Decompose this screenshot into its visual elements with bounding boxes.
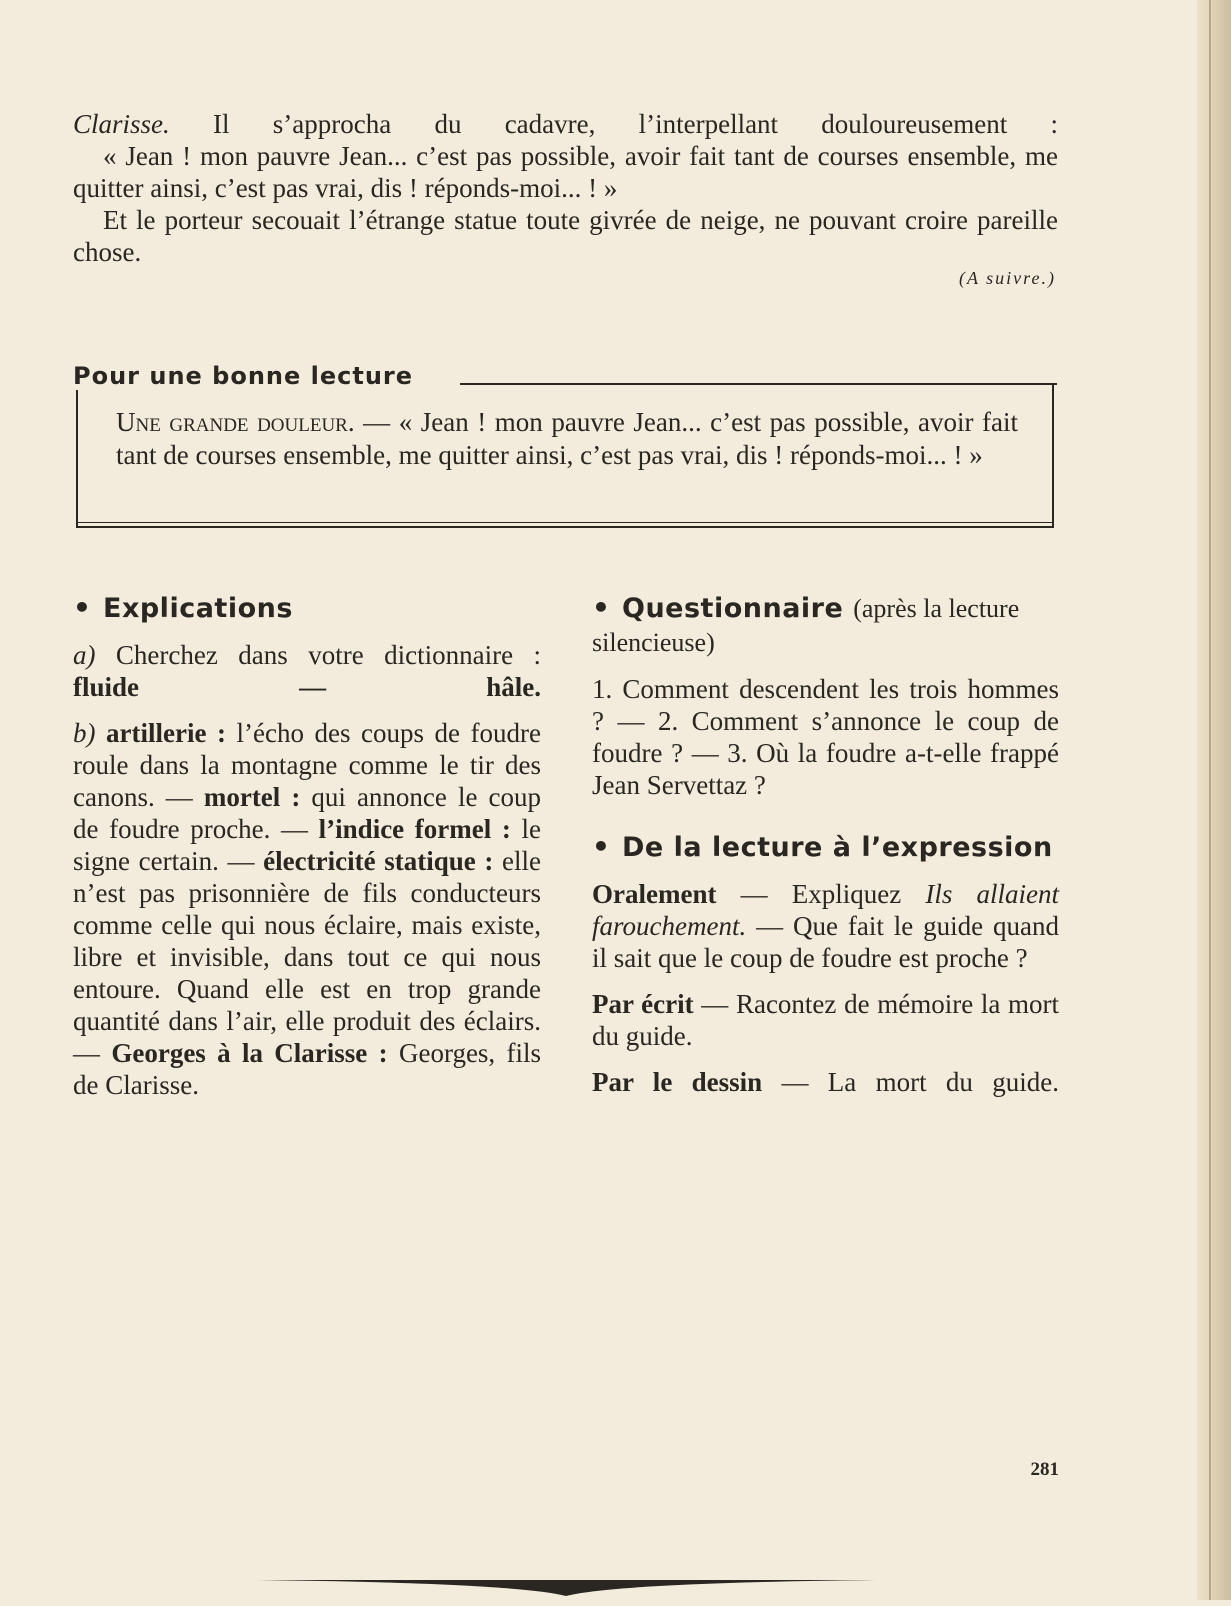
ornament-rule [256,1578,876,1606]
page-edge-line [1209,0,1211,1600]
term-electricite-statique: électricité statique : [263,846,494,876]
ecrit-label: Par écrit [592,989,694,1019]
explications-column [73,592,541,1115]
explication-a-letter: a) [73,640,96,670]
explication-a-words: fluide — hâle. [73,672,541,702]
term-georges: Georges à la Clarisse : [111,1038,388,1068]
term-mortel: mortel : [203,782,301,812]
ecrit-rest: — Racontez de mémoire la mort du guide. [592,989,1059,1051]
term-indice-formel: l’indice formel : [318,814,511,844]
reading-label: Une grande douleur. [116,407,355,437]
reading-box [76,384,1054,528]
story-text [73,108,1058,268]
story-line-1-rest: Il s’approcha du cadavre, l’interpellant douloureusement : [169,109,1058,139]
reading-section-title: Pour une bonne lecture [73,362,423,390]
questionnaire-aside-cont: silencieuse) [592,628,715,657]
def-artillerie: l’écho des coups de foudre roule dans la montagne comme le tir des canons. — [73,718,541,812]
questionnaire-heading [592,592,1059,625]
def-indice-formel: le signe certain. — [73,814,541,876]
story-line-1 [73,108,1058,140]
explication-a [73,639,541,703]
questionnaire-aside: (après la lecture [853,594,1020,623]
oral-rest: — Que fait le guide quand il sait que le coup de foudre est proche ? [592,911,1059,973]
reading-quote: — « Jean ! mon pauvre Jean... c’est pas possible, avoir fait tant de courses ensemble, me quitter ainsi, c’est pas vrai, dis ! réponds-moi... ! » [116,407,1018,470]
explications-title: Explications [103,593,293,624]
questionnaire-questions: 1. Comment descendent les trois hommes ? — 2. Comment s’annonce le coup de foudre ? — 3. Où la foudre a-t-elle frappé Jean Servettaz ? [592,674,1059,800]
dessin-rest: — La mort du guide. [762,1067,1059,1097]
reading-excerpt [116,406,1018,472]
expression-ecrit [592,988,1059,1052]
explications-heading [73,592,541,625]
oral-italic: Ils allaient farouchement. [592,879,1059,941]
explication-b [73,717,541,1101]
bullet-icon: • [73,591,92,624]
def-electricite-statique: elle n’est pas prisonnière de fils conducteurs comme celle qui nous éclaire, mais existe, libre et invisible, dans tout ce qui nous entoure. Quand elle est en trop grande quantité dans l’air, elle produit des éclairs. — [73,846,541,1068]
def-mortel: qui annonce le coup de foudre proche. — [73,782,541,844]
expression-heading [592,831,1059,864]
page-edge [1197,0,1231,1600]
explication-a-text: Cherchez dans votre dictionnaire : [95,640,541,670]
bullet-icon: • [592,830,611,863]
oral-sep: — Expliquez [716,879,926,909]
right-column [592,592,1059,1112]
explication-b-letter: b) [73,718,96,748]
page-number: 281 [1030,1459,1059,1480]
dessin-label: Par le dessin [592,1067,763,1097]
expression-title: De la lecture à l’expression [622,832,1053,863]
bullet-icon: • [592,591,611,624]
questionnaire-title: Questionnaire [622,593,844,624]
expression-oral [592,878,1059,974]
oral-label: Oralement [592,879,717,909]
to-be-continued: (A suivre.) [959,268,1056,288]
story-quote: « Jean ! mon pauvre Jean... c’est pas possible, avoir fait tant de courses ensemble, me quitter ainsi, c’est pas vrai, dis ! réponds-moi... ! » [73,141,1058,203]
def-georges: Georges, fils de Clarisse. [73,1038,542,1100]
story-closing: Et le porteur secouait l’étrange statue toute givrée de neige, ne pouvant croire pareille chose. [73,205,1058,267]
expression-dessin [592,1066,1059,1098]
term-artillerie: artillerie : [106,718,226,748]
story-character-name: Clarisse. [73,109,170,139]
